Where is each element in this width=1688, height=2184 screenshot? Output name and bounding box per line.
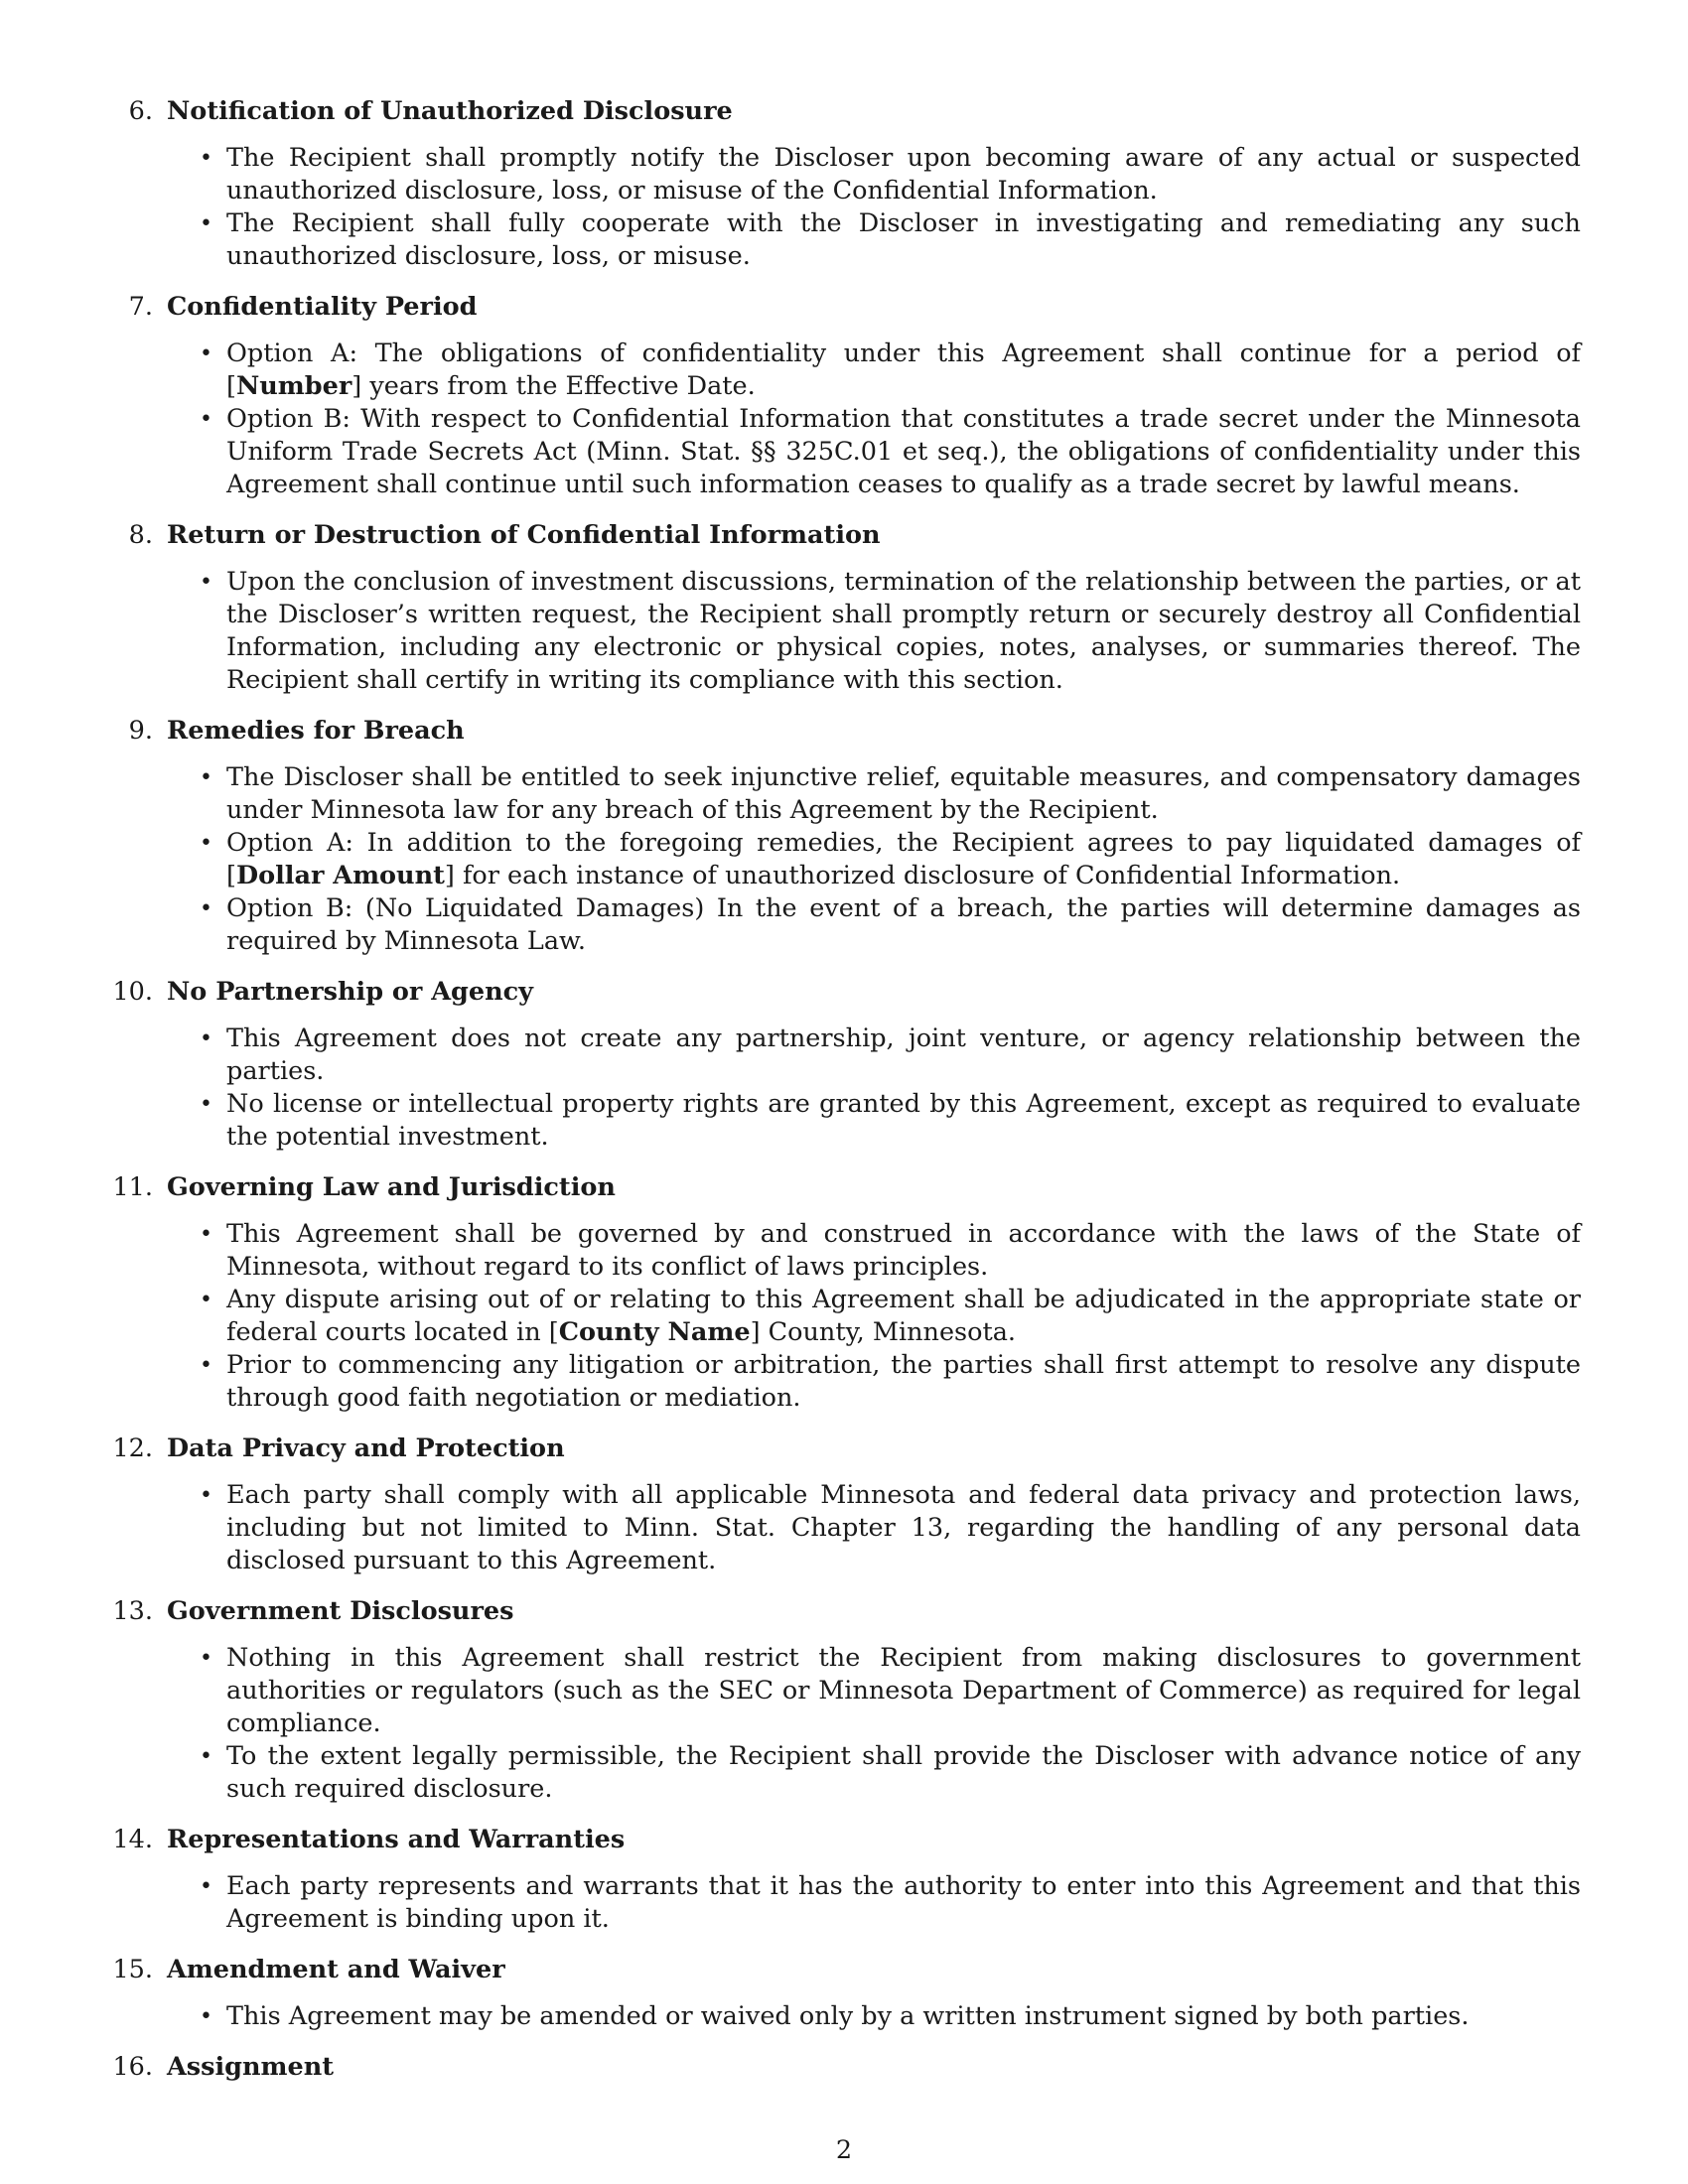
bullet-icon: •	[200, 765, 212, 790]
list-item	[200, 2000, 1581, 2033]
list-item-text: ] County, Minnesota.	[750, 1317, 1017, 1347]
section-title: Confidentiality Period	[167, 292, 478, 322]
section-heading	[112, 1595, 1581, 1628]
list-item-text: Each party represents and warrants that it has the authority to enter into this Agreement and that this Agreement is binding upon it.	[226, 1871, 1581, 1934]
section-title: Assignment	[167, 2052, 335, 2082]
list-item-text: Option A: The obligations of confidentiality under this Agreement shall continue for a period of [	[226, 339, 1581, 401]
list-item-text: This Agreement may be amended or waived only by a written instrument signed by both parties.	[226, 2001, 1470, 2031]
section-title: Remedies for Breach	[167, 716, 465, 746]
bullet-list	[119, 1642, 1581, 1806]
bullet-icon: •	[200, 1483, 212, 1508]
list-item-text: The Discloser shall be entitled to seek injunctive relief, equitable measures, and compensatory damages under Minnesota law for any breach of this Agreement by the Recipient.	[226, 762, 1581, 825]
bullet-icon: •	[200, 2004, 212, 2029]
section-number: 7.	[128, 292, 153, 322]
section-title: Notification of Unauthorized Disclosure	[167, 96, 733, 126]
bullet-icon: •	[200, 1092, 212, 1117]
section-heading	[112, 1824, 1581, 1856]
bullet-icon: •	[200, 1353, 212, 1378]
list-item-text: Option A: In addition to the foregoing remedies, the Recipient agrees to pay liquidated damages of [	[226, 828, 1581, 890]
list-item-text: To the extent legally permissible, the Recipient shall provide the Discloser with advance notice of any such required disclosure.	[226, 1741, 1581, 1804]
list-item	[200, 142, 1581, 207]
section-heading	[119, 95, 1581, 128]
list-item	[200, 403, 1581, 501]
section-title: Governing Law and Jurisdiction	[167, 1172, 616, 1202]
section-number: 8.	[128, 520, 153, 550]
placeholder-field: County Name	[558, 1317, 751, 1347]
list-item	[200, 338, 1581, 403]
bullet-list	[119, 2000, 1581, 2033]
list-item	[200, 1479, 1581, 1577]
section-heading	[119, 291, 1581, 324]
section-number: 14.	[112, 1825, 153, 1854]
bullet-list	[119, 338, 1581, 501]
section-number: 11.	[112, 1172, 153, 1202]
placeholder-field: Dollar Amount	[235, 861, 445, 890]
bullet-list	[119, 1479, 1581, 1577]
list-item-text: Option B: (No Liquidated Damages) In the event of a breach, the parties will determine damages as required by Minnesota Law.	[226, 893, 1581, 956]
list-item	[200, 566, 1581, 697]
list-item	[200, 1218, 1581, 1284]
section-number: 9.	[128, 716, 153, 746]
section-title: Amendment and Waiver	[167, 1955, 505, 1984]
bullet-icon: •	[200, 1222, 212, 1247]
section-14	[112, 1824, 1581, 1936]
list-item-text: Option B: With respect to Confidential Information that constitutes a trade secret under the Minnesota Uniform Trade Secrets Act (Minn. Stat. §§ 325C.01 et seq.), the obligations of confidentiality under this Agreement shall continue until such information ceases to qualify as a trade secret by lawful means.	[226, 404, 1581, 499]
bullet-icon: •	[200, 831, 212, 856]
section-heading	[112, 1433, 1581, 1465]
page-number: 2	[835, 2135, 853, 2165]
bullet-icon: •	[200, 1288, 212, 1312]
bullet-list	[119, 1023, 1581, 1154]
section-title: Representations and Warranties	[167, 1825, 626, 1854]
list-item	[200, 1349, 1581, 1415]
list-item	[200, 761, 1581, 827]
bullet-list	[119, 1218, 1581, 1415]
list-item-text: ] years from the Effective Date.	[352, 371, 756, 401]
section-number: 12.	[112, 1433, 153, 1463]
section-title: Return or Destruction of Confidential Information	[167, 520, 881, 550]
bullet-icon: •	[200, 570, 212, 595]
bullet-list	[119, 566, 1581, 697]
list-item	[200, 1284, 1581, 1349]
bullet-icon: •	[200, 1026, 212, 1051]
list-item-text: Prior to commencing any litigation or arbitration, the parties shall first attempt to resolve any dispute through good faith negotiation or mediation.	[226, 1350, 1581, 1413]
section-number: 10.	[112, 977, 153, 1007]
bullet-icon: •	[200, 341, 212, 366]
list-item-text: ] for each instance of unauthorized disclosure of Confidential Information.	[444, 861, 1401, 890]
section-heading	[119, 715, 1581, 748]
section-12	[112, 1433, 1581, 1577]
list-item	[200, 1023, 1581, 1088]
list-item	[200, 892, 1581, 958]
list-item	[200, 827, 1581, 892]
section-10	[112, 976, 1581, 1154]
list-item-text: No license or intellectual property rights are granted by this Agreement, except as required to evaluate the potential investment.	[226, 1089, 1581, 1152]
list-item-text: The Recipient shall fully cooperate with the Discloser in investigating and remediating any such unauthorized disclosure, loss, or misuse.	[226, 208, 1581, 271]
section-heading	[112, 2051, 1581, 2084]
list-item	[200, 1642, 1581, 1740]
section-11	[112, 1171, 1581, 1415]
section-7	[119, 291, 1581, 501]
bullet-list	[119, 1870, 1581, 1936]
bullet-icon: •	[200, 1646, 212, 1671]
section-16	[112, 2051, 1581, 2084]
section-heading	[112, 976, 1581, 1009]
section-title: Government Disclosures	[167, 1596, 514, 1626]
list-item-text: This Agreement shall be governed by and construed in accordance with the laws of the State of Minnesota, without regard to its conflict of laws principles.	[226, 1219, 1581, 1282]
document-body	[112, 95, 1581, 2102]
section-8	[119, 519, 1581, 697]
section-title: No Partnership or Agency	[167, 977, 533, 1007]
list-item-text: Any dispute arising out of or relating to this Agreement shall be adjudicated in the appropriate state or federal courts located in [	[226, 1285, 1581, 1347]
section-number: 16.	[112, 2052, 153, 2082]
section-9	[119, 715, 1581, 958]
list-item-text: Each party shall comply with all applicable Minnesota and federal data privacy and protection laws, including but not limited to Minn. Stat. Chapter 13, regarding the handling of any personal data disclosed pursuant to this Agreement.	[226, 1480, 1581, 1575]
list-item	[200, 207, 1581, 273]
list-item-text: This Agreement does not create any partnership, joint venture, or agency relationship between the parties.	[226, 1024, 1581, 1086]
list-item	[200, 1088, 1581, 1154]
section-title: Data Privacy and Protection	[167, 1433, 565, 1463]
list-item-text: The Recipient shall promptly notify the Discloser upon becoming aware of any actual or suspected unauthorized disclosure, loss, or misuse of the Confidential Information.	[226, 143, 1581, 205]
list-item-text: Upon the conclusion of investment discussions, termination of the relationship between the parties, or at the Discloser’s written request, the Recipient shall promptly return or securely destroy all Confidential Information, including any electronic or physical copies, notes, analyses, or summaries thereof. The Recipient shall certify in writing its compliance with this section.	[226, 567, 1581, 695]
placeholder-field: Number	[235, 371, 352, 401]
bullet-list	[119, 142, 1581, 273]
section-13	[112, 1595, 1581, 1806]
bullet-icon: •	[200, 146, 212, 171]
bullet-icon: •	[200, 211, 212, 236]
section-number: 13.	[112, 1596, 153, 1626]
list-item-text: Nothing in this Agreement shall restrict the Recipient from making disclosures to government authorities or regulators (such as the SEC or Minnesota Department of Commerce) as required for legal compliance.	[226, 1643, 1581, 1738]
bullet-list	[119, 761, 1581, 958]
bullet-icon: •	[200, 896, 212, 921]
section-6	[119, 95, 1581, 273]
section-number: 15.	[112, 1955, 153, 1984]
section-heading	[119, 519, 1581, 552]
section-heading	[112, 1171, 1581, 1204]
bullet-icon: •	[200, 407, 212, 432]
section-15	[112, 1954, 1581, 2033]
list-item	[200, 1740, 1581, 1806]
list-item	[200, 1870, 1581, 1936]
bullet-icon: •	[200, 1744, 212, 1769]
section-number: 6.	[128, 96, 153, 126]
bullet-icon: •	[200, 1874, 212, 1899]
section-heading	[112, 1954, 1581, 1986]
